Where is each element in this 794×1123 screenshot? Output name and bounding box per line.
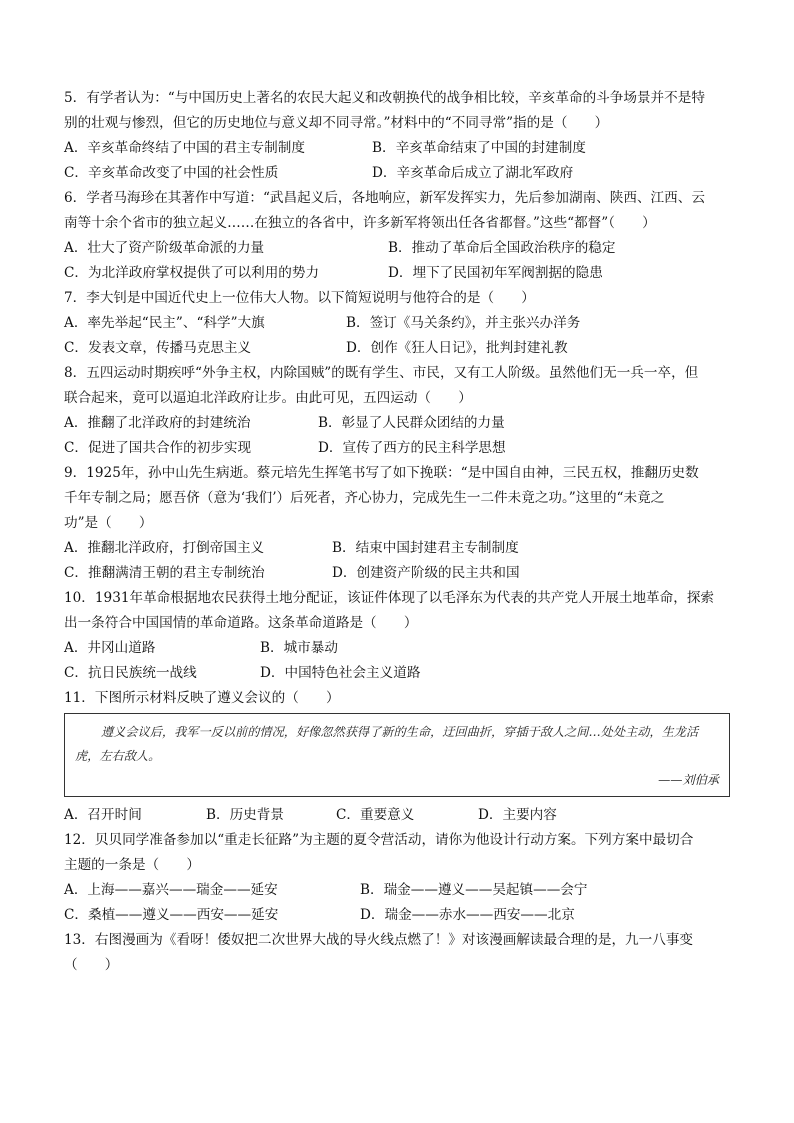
question-stem: 7．李大钊是中国近代史上一位伟大人物。以下简短说明与他符合的是（ ） [64,290,535,306]
question-stem: 11．下图所示材料反映了遵义会议的（ ） [64,690,340,706]
option-a[interactable]: A．召开时间 [64,807,142,823]
option-b[interactable]: B．推动了革命后全国政治秩序的稳定 [388,240,616,256]
option-d[interactable]: D．创作《狂人日记》，批判封建礼教 [346,340,568,356]
option-d[interactable]: D．辛亥革命后成立了湖北军政府 [372,165,574,181]
option-c[interactable]: C．抗日民族统一战线 [64,665,197,681]
option-b[interactable]: B．城市暴动 [260,640,338,656]
question-stem: 8．五四运动时期疾呼“外争主权，内除国贼”的既有学生、市民，又有工人阶级。虽然他们无一兵一卒，但 [64,365,699,381]
question-stem: 千年专制之局；愿吾侪（意为‘我们’）后死者，齐心协力，完成先生一二件未竟之功。”这里的“未竟之 [64,490,665,506]
exam-page [64,86,736,978]
option-a[interactable]: A．推翻了北洋政府的封建统治 [64,415,251,431]
option-a[interactable]: A．辛亥革命终结了中国的君主专制制度 [64,140,305,156]
option-d[interactable]: D．中国特色社会主义道路 [260,665,421,681]
option-row [64,161,736,186]
option-a[interactable]: A．上海——嘉兴——瑞金——延安 [64,882,278,898]
option-a[interactable]: A．推翻北洋政府，打倒帝国主义 [64,540,265,556]
option-c[interactable]: C．重要意义 [336,807,415,823]
option-a[interactable]: A．壮大了资产阶级革命派的力量 [64,240,265,256]
option-row [64,136,736,161]
question-stem: 5．有学者认为：“与中国历史上著名的农民大起义和改朝换代的战争相比较，辛亥革命的斗争场景并不是特 [64,90,705,106]
quote-text: 遵义会议后，我军一反以前的情况，好像忽然获得了新的生命，迂回曲折，穿插于敌人之间…处处主动，生龙活虎，左右敌人。 [75,725,699,763]
option-row [64,236,736,261]
quote-source: ——刘伯承 [658,773,719,787]
option-a[interactable]: A．率先举起“民主”、“科学”大旗 [64,315,265,331]
option-b[interactable]: B．辛亥革命结束了中国的封建制度 [372,140,586,156]
option-b[interactable]: B．彰显了人民群众团结的力量 [318,415,505,431]
option-a[interactable]: A．井冈山道路 [64,640,156,656]
option-row [64,803,736,828]
question-8 [64,361,736,461]
option-row [64,878,736,903]
question-stem: 联合起来，竟可以逼迫北洋政府让步。由此可见，五四运动（ ） [64,390,472,406]
question-7 [64,286,736,361]
option-c[interactable]: C．促进了国共合作的初步实现 [64,440,252,456]
option-d[interactable]: D．瑞金——赤水——西安——北京 [360,907,575,923]
question-stem: 6．学者马海珍在其著作中写道：“武昌起义后，各地响应，新军发挥实力，先后参加湖南、陕西、江西、云 [64,190,705,206]
option-row [64,336,736,361]
question-stem: 南等十余个省市的独立起义……在独立的各省中，许多新军将领出任各省都督。”这些“都督”（ ） [64,215,656,231]
option-b[interactable]: B．结束中国封建君主专制制度 [332,540,519,556]
option-row [64,636,736,661]
option-c[interactable]: C．桑植——遵义——西安——延安 [64,907,279,923]
question-5 [64,86,736,186]
option-row [64,411,736,436]
option-c[interactable]: C．发表文章，传播马克思主义 [64,340,252,356]
question-11 [64,686,736,828]
option-c[interactable]: C．推翻满清王朝的君主专制统治 [64,565,265,581]
quote-box [64,713,730,797]
question-stem: 9．1925年，孙中山先生病逝。蔡元培先生挥笔书写了如下挽联：“是中国自由神，三民五权，推翻历史数 [64,465,699,481]
option-row [64,261,736,286]
question-10 [64,586,736,686]
option-row [64,536,736,561]
question-stem: 功”是（ ） [64,515,153,531]
option-d[interactable]: D．宣传了西方的民主科学思想 [318,440,506,456]
option-row [64,311,736,336]
question-13 [64,928,736,978]
question-stem: 13．右图漫画为《看呀！倭奴把二次世界大战的导火线点燃了！》对该漫画解读最合理的是，九一八事变 [64,932,694,948]
question-stem: 10．1931年革命根据地农民获得土地分配证，该证件体现了以毛泽东为代表的共产党人开展土地革命，探索 [64,590,715,606]
question-12 [64,828,736,928]
option-b[interactable]: B．签订《马关条约》，并主张兴办洋务 [346,315,581,331]
option-b[interactable]: B．历史背景 [206,807,284,823]
question-9 [64,461,736,586]
question-stem: 12．贝贝同学准备参加以“重走长征路”为主题的夏令营活动，请你为他设计行动方案。下列方案中最切合 [64,832,694,848]
question-stem: 出一条符合中国国情的革命道路。这条革命道路是（ ） [64,615,418,631]
option-d[interactable]: D．埋下了民国初年军阀割据的隐患 [388,265,603,281]
option-row [64,436,736,461]
option-row [64,661,736,686]
option-row [64,903,736,928]
question-6 [64,186,736,286]
option-c[interactable]: C．辛亥革命改变了中国的社会性质 [64,165,279,181]
option-row [64,561,736,586]
option-d[interactable]: D．主要内容 [478,807,557,823]
option-c[interactable]: C．为北洋政府掌权提供了可以利用的势力 [64,265,320,281]
question-stem: 别的壮观与惨烈，但它的历史地位与意义却不同寻常。”材料中的“不同寻常”指的是（ ） [64,115,609,131]
question-stem: 主题的一条是（ ） [64,857,200,873]
option-b[interactable]: B．瑞金——遵义——吴起镇——会宁 [360,882,588,898]
question-stem: （ ） [64,957,119,973]
option-d[interactable]: D．创建资产阶级的民主共和国 [332,565,520,581]
